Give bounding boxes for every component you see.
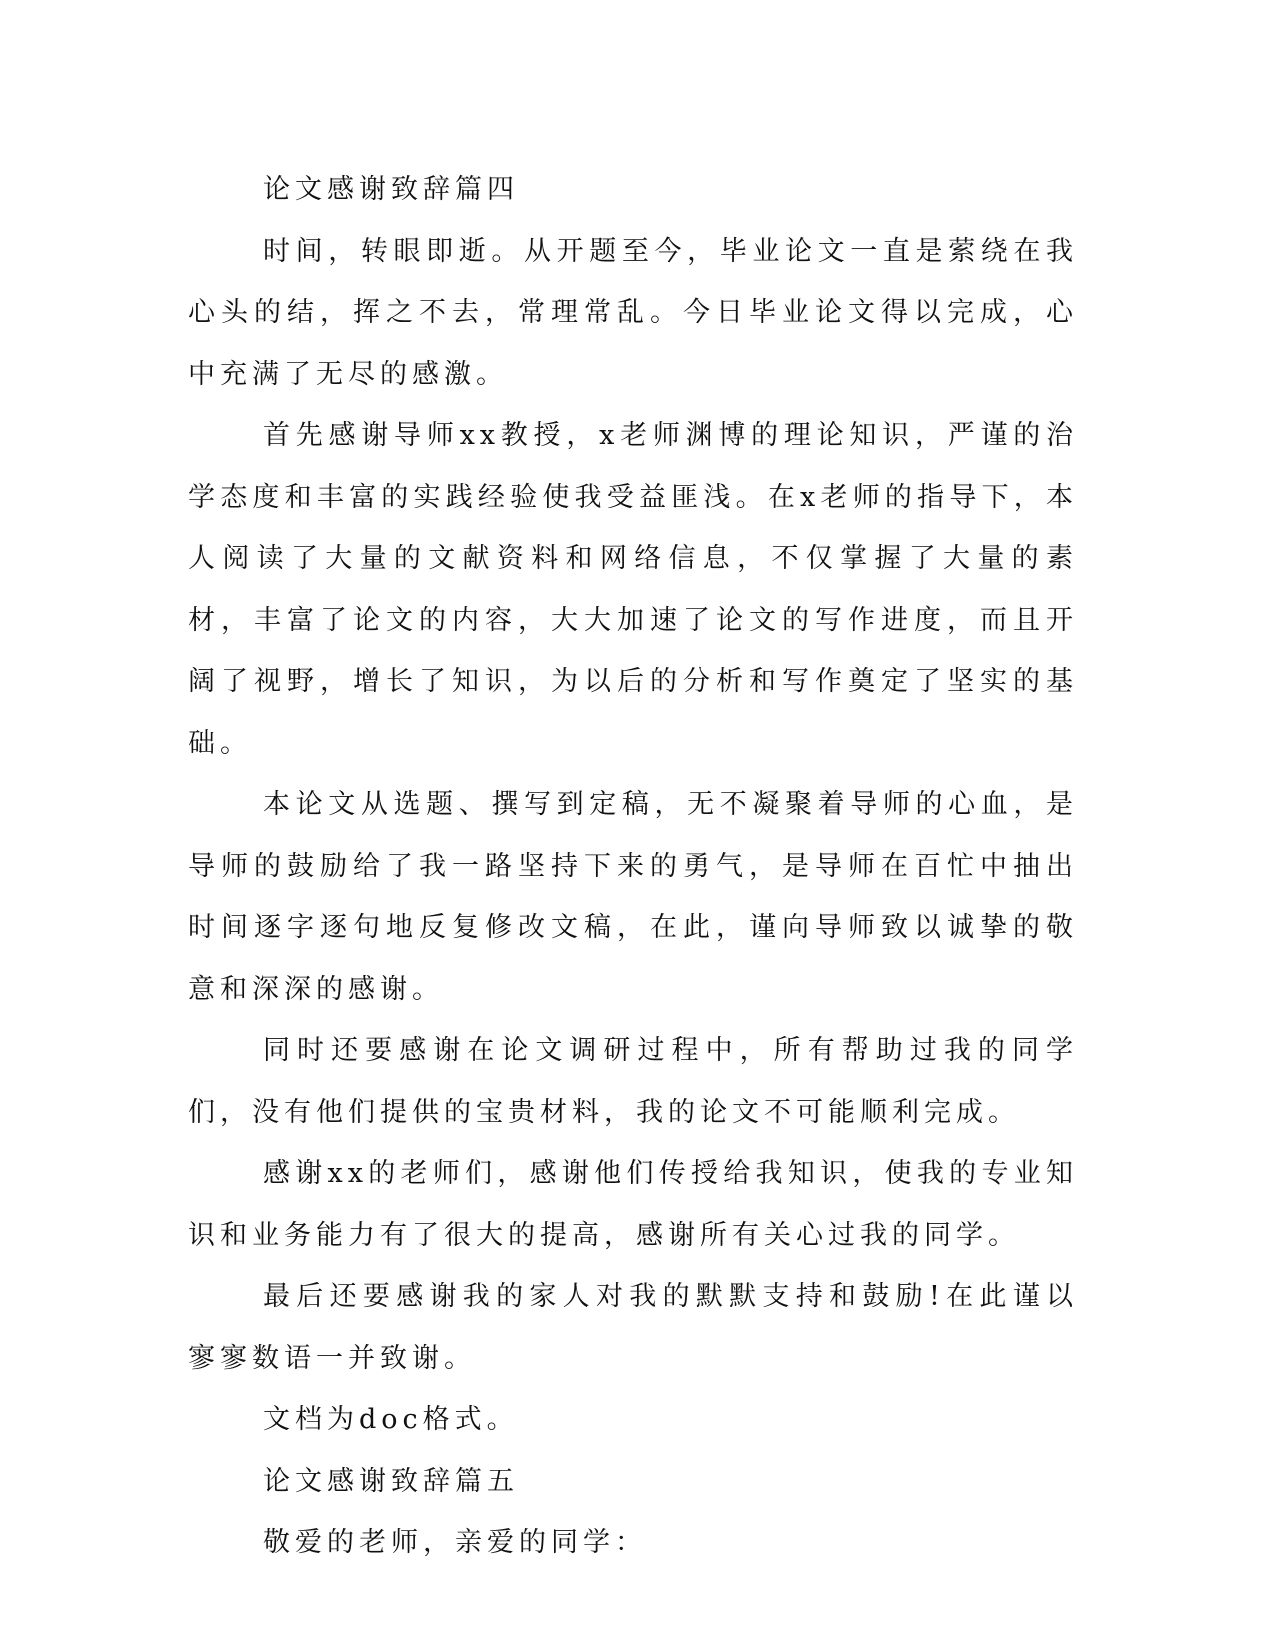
greeting-line: 敬爱的老师，亲爱的同学：: [263, 1527, 647, 1558]
section-title-5: 论文感谢致辞篇五: [263, 1465, 519, 1497]
paragraph-thanks-advisor: 首先感谢导师xx教授，x老师渊博的理论知识，严谨的治学态度和丰富的实践经验使我受益匪浅。在x老师的指导下，本人阅读了大量的文献资料和网络信息，不仅掌握了大量的素材，丰富了论文的内容，大大加速了论文的写作进度，而且开阔了视野，增长了知识，为以后的分析和写作奠定了坚实的基础。: [188, 420, 1078, 759]
paragraph-time: 时间，转眼即逝。从开题至今，毕业论文一直是萦绕在我心头的结，挥之不去，常理常乱。今日毕业论文得以完成，心中充满了无尽的感激。: [188, 235, 1078, 390]
paragraph-thanks-family: 最后还要感谢我的家人对我的默默支持和鼓励!在此谨以寥寥数语一并致谢。: [188, 1281, 1078, 1374]
paragraph-thanks-teachers: 感谢xx的老师们，感谢他们传授给我知识，使我的专业知识和业务能力有了很大的提高，感谢所有关心过我的同学。: [188, 1158, 1078, 1251]
section-title-4: 论文感谢致辞篇四: [263, 174, 519, 205]
format-note: 文档为doc格式。: [263, 1404, 519, 1435]
paragraph-advisor-effort: 本论文从选题、撰写到定稿，无不凝聚着导师的心血，是导师的鼓励给了我一路坚持下来的勇气，是导师在百忙中抽出时间逐字逐句地反复修改文稿，在此，谨向导师致以诚挚的敬意和深深的感谢。: [188, 789, 1078, 1005]
paragraph-thanks-classmates: 同时还要感谢在论文调研过程中，所有帮助过我的同学们，没有他们提供的宝贵材料，我的论文不可能顺利完成。: [188, 1035, 1078, 1128]
document-body: [188, 159, 1078, 1574]
